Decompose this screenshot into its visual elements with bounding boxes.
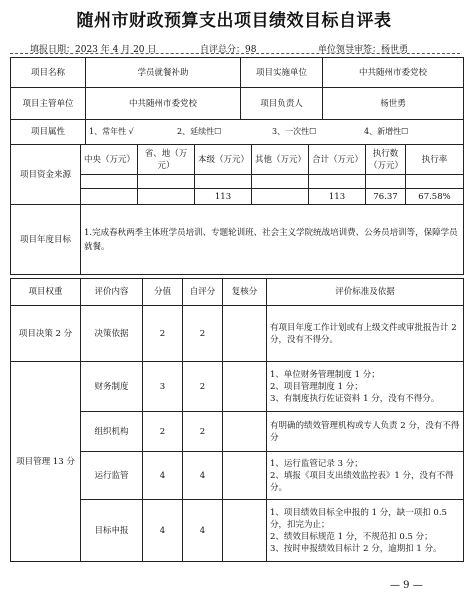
content-cell: 运行监管 (81, 452, 143, 500)
criteria-cell: 1、运行监管记录 3 分； 2、填报《项目支出绩效监控表》1 分，没有不得分。 (267, 452, 464, 500)
weight-cell: 项目决策 2 分 (11, 306, 81, 362)
leader-signoff: 单位领导审签：杨世勇 (318, 45, 409, 55)
local-amount: 113 (195, 189, 252, 205)
self-cell: 4 (183, 500, 223, 562)
table-row (11, 362, 464, 412)
score-cell: 4 (143, 500, 183, 562)
content-cell: 目标申报 (81, 500, 143, 562)
review-cell (223, 362, 267, 412)
header-exec-rate: 执行率 (406, 145, 464, 175)
content-cell: 财务制度 (81, 362, 143, 412)
attr-label: 项目属性 (11, 120, 86, 145)
impl-unit: 中共随州市委党校 (323, 58, 464, 88)
review-cell (223, 452, 267, 500)
attr-continuing: 2、延续性☐ (177, 127, 222, 136)
header-self: 自评分 (183, 279, 223, 306)
header-prov: 省、地（万元） (138, 145, 195, 175)
criteria-cell: 1、单位财务管理制度 1 分； 2、项目管理制度 1 分； 3、有制度执行佐证资料 1 分，没有不得分。 (267, 362, 464, 412)
header-total: 合计（万元） (309, 145, 366, 175)
project-info-table (10, 57, 464, 145)
total-amount: 113 (309, 189, 366, 205)
header-content: 评价内容 (81, 279, 143, 306)
header-exec-amt: 执行数（万元） (366, 145, 406, 175)
divider (10, 53, 460, 54)
supervisor: 中共随州市委党校 (86, 88, 241, 120)
criteria-cell: 1、项目绩效目标全申报的 1 分，缺一项扣 0.5 分，扣完为止； 2、绩效目标规范 1 分，不规范扣 0.5 分； 3、按时申报绩效目标计 2 分，逾期扣 1 分。 (267, 500, 464, 562)
exec-rate: 67.58% (406, 189, 464, 205)
value-total (309, 175, 366, 189)
weight-cell: 项目管理 13 分 (11, 362, 81, 562)
content-cell: 决策依据 (81, 306, 143, 362)
impl-unit-label: 项目实施单位 (241, 58, 323, 88)
funds-table (10, 144, 464, 205)
fill-date: 填报日期：2023 年 4 月 20 日 (30, 45, 157, 55)
project-name: 学员就餐补助 (86, 58, 241, 88)
attr-annual: 1、常年性 √ (89, 127, 134, 136)
content-cell: 组织机构 (81, 412, 143, 452)
score-cell: 2 (143, 412, 183, 452)
page-title: 随州市财政预算支出项目绩效目标自评表 (76, 11, 392, 31)
header-central: 中央（万元） (81, 145, 138, 175)
value-local (195, 175, 252, 189)
annual-goal-table (10, 204, 464, 275)
total-score: 自评总分：98 (200, 45, 257, 55)
value-prov (138, 175, 195, 189)
project-name-label: 项目名称 (11, 58, 86, 88)
value-central (81, 175, 138, 189)
leader-label: 项目负责人 (241, 88, 323, 120)
criteria-cell: 有明确的绩效管理机构或专人负责 2 分，没有不得分 (267, 412, 464, 452)
header-criteria: 评价标准及依据 (267, 279, 464, 306)
review-cell (223, 500, 267, 562)
score-cell: 3 (143, 362, 183, 412)
leader: 杨世勇 (323, 88, 464, 120)
supervisor-label: 项目主管单位 (11, 88, 86, 120)
attr-onetime: 3、一次性☐ (272, 127, 317, 136)
header-local: 本级（万元） (195, 145, 252, 175)
header-review: 复核分 (223, 279, 267, 306)
header-weight: 项目权重 (11, 279, 81, 306)
value-exec-rate (406, 175, 464, 189)
self-cell: 4 (183, 452, 223, 500)
value-other (252, 175, 309, 189)
self-cell: 2 (183, 306, 223, 362)
funds-label: 项目资金来源 (11, 145, 81, 205)
self-cell: 2 (183, 362, 223, 412)
score-cell: 4 (143, 452, 183, 500)
review-cell (223, 412, 267, 452)
header-other: 其他（万元） (252, 145, 309, 175)
header-score: 分值 (143, 279, 183, 306)
exec-amount: 76.37 (366, 189, 406, 205)
score-table (10, 278, 464, 562)
self-cell: 2 (183, 412, 223, 452)
annual-goal-text: 1.完成春秋两季主体班学员培训、专题轮训班、社会主义学院统战培训费、公务员培训等，保障学员就餐。 (81, 205, 464, 275)
annual-goal-label: 项目年度目标 (11, 205, 81, 275)
table-row (11, 306, 464, 362)
score-cell: 2 (143, 306, 183, 362)
attr-options (86, 120, 464, 145)
page-number: — 9 — (390, 580, 423, 591)
attr-new: 4、新增性☐ (364, 127, 409, 136)
value-exec-amt (366, 175, 406, 189)
criteria-cell: 有项目年度工作计划或有上级文件或审批报告计 2 分，没有不得分。 (267, 306, 464, 362)
review-cell (223, 306, 267, 362)
